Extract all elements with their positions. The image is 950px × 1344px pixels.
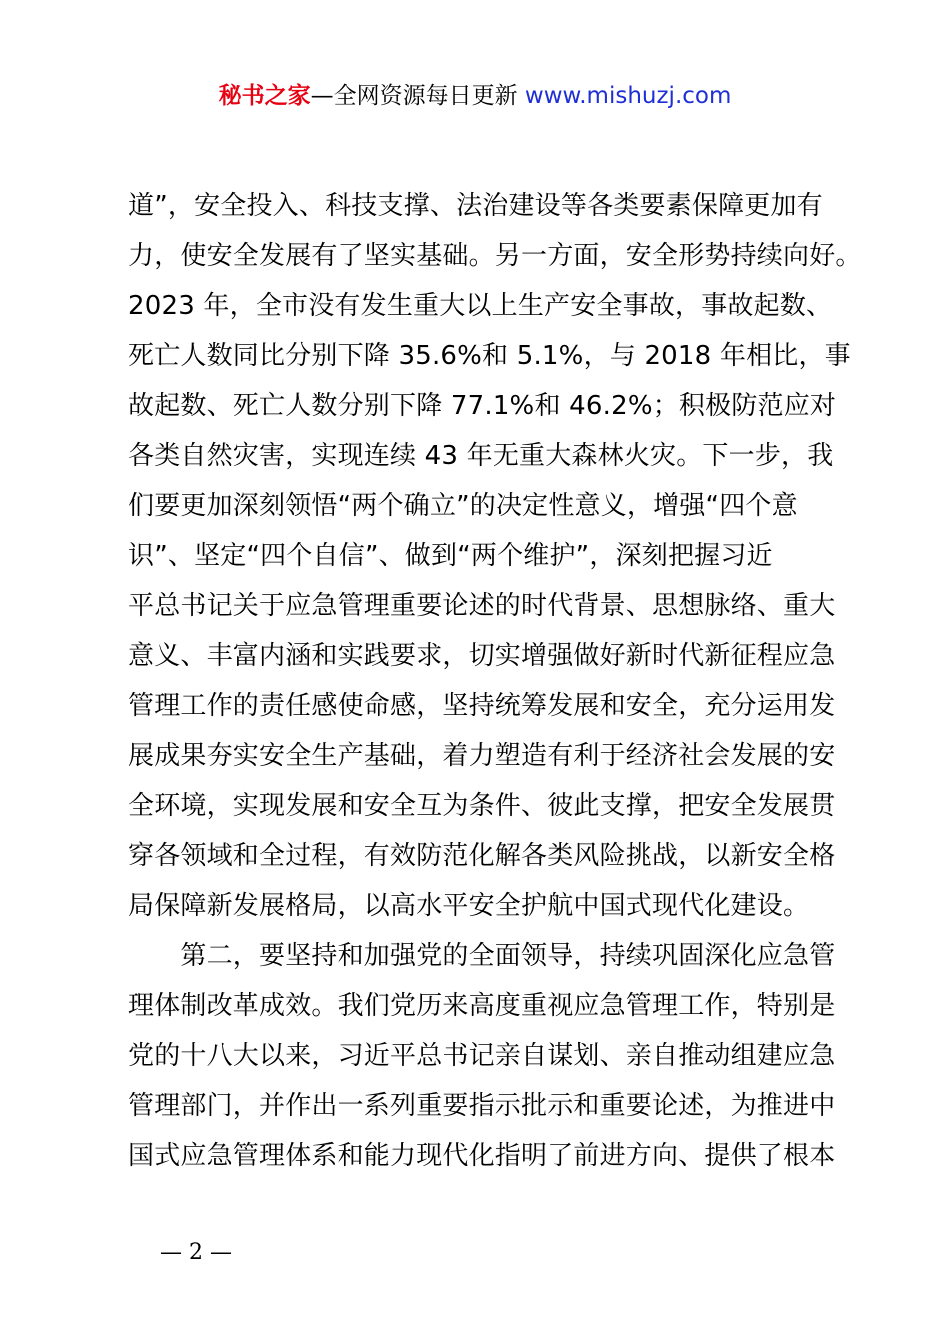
site-tagline: —全网资源每日更新: [310, 83, 525, 109]
text-line: 2023 年，全市没有发生重大以上生产安全事故，事故起数、: [128, 291, 833, 321]
site-url-link[interactable]: www.mishuzj.com: [524, 83, 732, 109]
text-line: 意义、丰富内涵和实践要求，切实增强做好新时代新征程应急: [128, 641, 836, 671]
text-line: 管理工作的责任感使命感，坚持统筹发展和安全，充分运用发: [128, 691, 836, 721]
text-line: 管理部门，并作出一系列重要指示批示和重要论述，为推进中: [128, 1091, 836, 1121]
text-line: 党的十八大以来，习近平总书记亲自谋划、亲自推动组建应急: [128, 1041, 836, 1071]
text-line: 平总书记关于应急管理重要论述的时代背景、思想脉络、重大: [128, 591, 836, 621]
page-number: — 2 —: [160, 1240, 232, 1265]
page-header: [0, 80, 950, 112]
text-line: 识”、坚定“四个自信”、做到“两个维护”，深刻把握习近: [128, 541, 773, 571]
text-line: 穿各领域和全过程，有效防范化解各类风险挑战，以新安全格: [128, 841, 836, 871]
text-line: 国式应急管理体系和能力现代化指明了前进方向、提供了根本: [128, 1141, 836, 1171]
text-line: 局保障新发展格局，以高水平安全护航中国式现代化建设。: [128, 891, 810, 921]
text-line: 各类自然灾害，实现连续 43 年无重大森林火灾。下一步，我: [128, 441, 834, 471]
text-line: 理体制改革成效。我们党历来高度重视应急管理工作，特别是: [128, 991, 836, 1021]
site-brand: 秘书之家: [218, 83, 311, 109]
text-line: 全环境，实现发展和安全互为条件、彼此支撑，把安全发展贯: [128, 791, 836, 821]
text-line: 故起数、死亡人数分别下降 77.1%和 46.2%；积极防范应对: [128, 391, 837, 421]
text-line: 们要更加深刻领悟“两个确立”的决定性意义，增强“四个意: [128, 491, 798, 521]
paragraph-start-line: 第二，要坚持和加强党的全面领导，持续巩固深化应急管: [128, 941, 836, 971]
text-line: 道”，安全投入、科技支撑、法治建设等各类要素保障更加有: [128, 191, 823, 221]
text-line: 死亡人数同比分别下降 35.6%和 5.1%，与 2018 年相比，事: [128, 341, 851, 371]
document-body: [128, 181, 862, 1181]
text-line: 力，使安全发展有了坚实基础。另一方面，安全形势持续向好。: [128, 241, 862, 271]
text-line: 展成果夯实安全生产基础，着力塑造有利于经济社会发展的安: [128, 741, 836, 771]
